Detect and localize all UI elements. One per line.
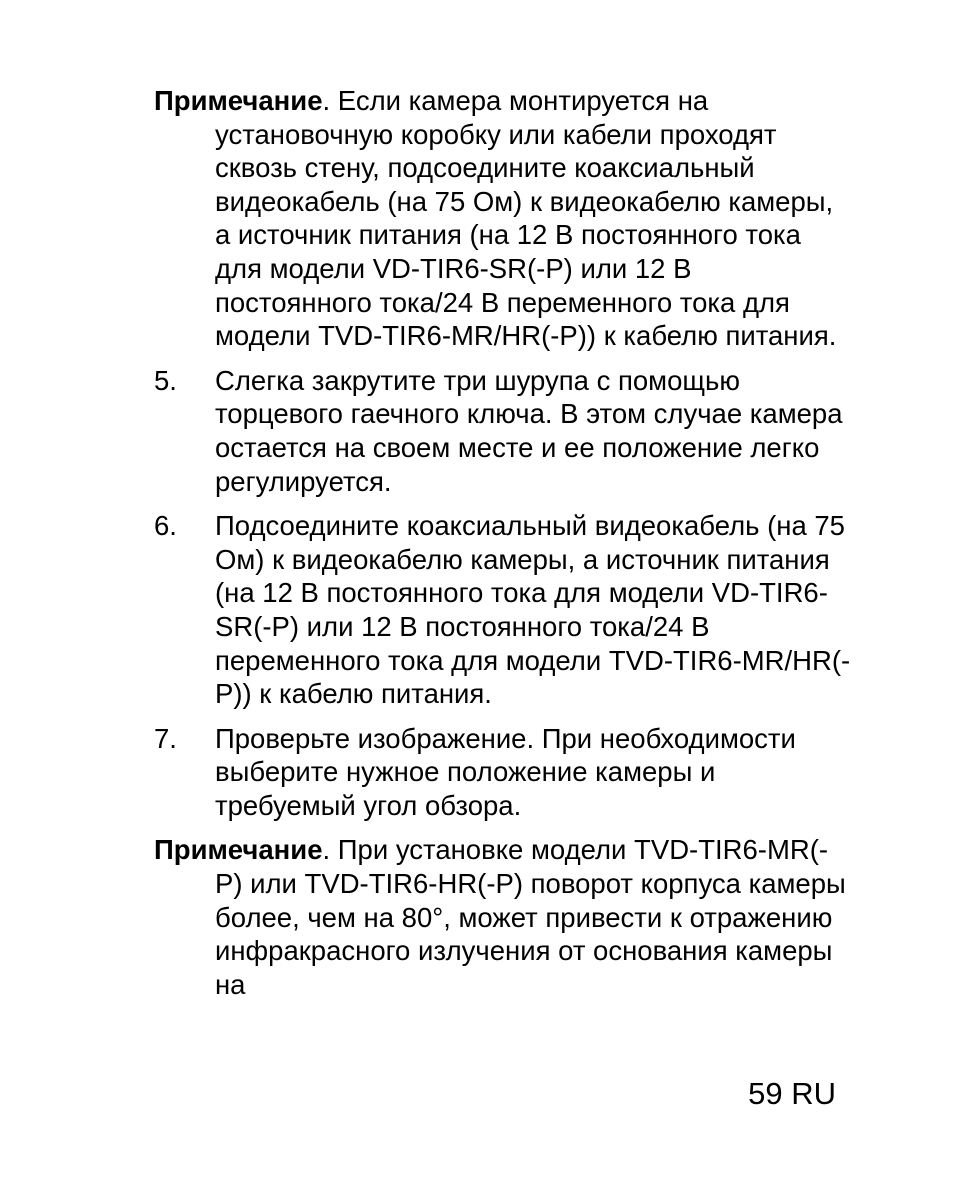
step-text: Слегка закрутите три шурупа с помощью торцевого гаечного ключа. В этом случае камера остается на своем месте и ее положение легко регулируется. — [215, 364, 843, 497]
step-number: 6. — [154, 510, 177, 542]
step-text: Подсоедините коаксиальный видеокабель (на 75 Ом) к видеокабелю камеры, а источник питания (на 12 В постоянного тока для модели VD-TIR6-SR(-P) или 12 В постоянного тока/24 В переменного тока для модели TVD-TIR6-MR/HR(-P)) к кабелю питания. — [215, 510, 851, 710]
page-content — [154, 84, 854, 1012]
note-text: . Если камера монтируется на установочную коробку или кабели проходят сквозь стену, подсоедините коаксиальный видеокабель (на 75 Ом) к видеокабелю камеры, а источник питания (на 12 В постоянного тока для модели VD-TIR6-SR(-P) или 12 В постоянного тока/24 В переменного тока для модели TVD-TIR6-MR/HR(-P)) к кабелю питания. — [215, 85, 837, 352]
step-item-7 — [154, 722, 854, 823]
step-item-6 — [154, 509, 854, 711]
step-number: 7. — [154, 722, 177, 754]
step-item-5 — [154, 364, 854, 498]
note-paragraph-2 — [154, 833, 854, 1001]
note-text: . При установке модели TVD-TIR6-MR(-P) или TVD-TIR6-HR(-P) поворот корпуса камеры более, чем на 80°, может привести к отражению инфракрасного излучения от основания камеры на — [215, 834, 846, 1000]
note-label: Примечание — [154, 85, 323, 116]
note-label: Примечание — [154, 834, 323, 866]
page-number: 59 RU — [748, 1076, 836, 1111]
step-number: 5. — [154, 364, 177, 396]
note-paragraph-1 — [154, 84, 854, 353]
step-text: Проверьте изображение. При необходимости выберите нужное положение камеры и требуемый угол обзора. — [215, 722, 796, 821]
